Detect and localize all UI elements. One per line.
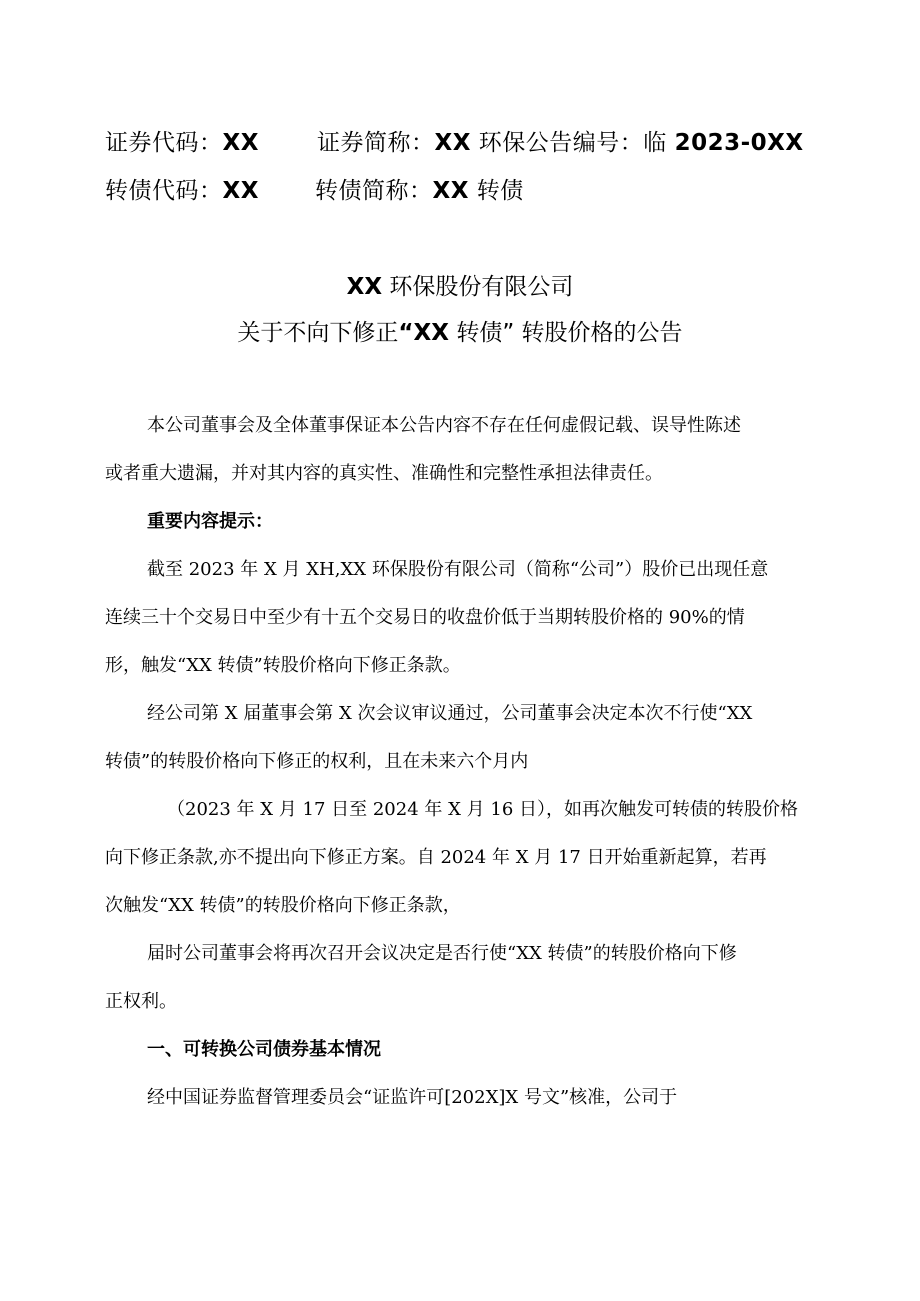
bond-code-value: XX <box>222 178 259 204</box>
bond-code-label: 转债代码： <box>105 178 223 204</box>
disclaimer-line-2: 或者重大遗漏，并对其内容的真实性、准确性和完整性承担法律责任。 <box>105 463 663 484</box>
bond-name-value: XX <box>432 178 469 204</box>
header-line-bond <box>105 176 524 206</box>
future-paragraph-line-2: 正权利。 <box>105 991 177 1012</box>
important-notice-heading: 重要内容提示： <box>147 511 273 532</box>
trigger-paragraph-line-3: 形，触发“XX 转债”转股价格向下修正条款。 <box>105 655 461 676</box>
decision-paragraph-line-2: 转债”的转股价格向下修正的权利，且在未来六个月内 <box>105 751 529 772</box>
securities-name-value: XX <box>434 130 471 156</box>
announcement-body <box>105 402 823 1122</box>
section-one-heading: 一、可转换公司债券基本情况 <box>147 1039 381 1060</box>
approval-paragraph-line-1: 经中国证券监督管理委员会“证监许可[202X]X 号文”核准，公司于 <box>147 1087 678 1108</box>
header-line-securities <box>105 128 804 158</box>
notice-number: 2023-0XX <box>674 130 804 156</box>
announcement-title-c: 转债” 转股价格的公告 <box>449 320 683 346</box>
securities-code-value: XX <box>222 130 259 156</box>
period-paragraph-line-3: 次触发“XX 转债”的转股价格向下修正条款， <box>105 895 461 916</box>
bond-name-suffix: 转债 <box>468 178 524 204</box>
disclaimer-line-1: 本公司董事会及全体董事保证本公告内容不存在任何虚假记载、误导性陈述 <box>147 415 741 436</box>
bond-name-label: 转债简称： <box>314 178 433 204</box>
trigger-paragraph-line-2: 连续三十个交易日中至少有十五个交易日的收盘价低于当期转股价格的 90%的情 <box>105 607 745 628</box>
decision-paragraph-line-1: 经公司第 X 届董事会第 X 次会议审议通过，公司董事会决定本次不行使“XX <box>147 703 753 724</box>
trigger-paragraph-line-1: 截至 2023 年 X 月 XH,XX 环保股份有限公司（简称“公司”）股价已出现任意 <box>147 559 769 580</box>
period-paragraph-line-2: 向下修正条款,亦不提出向下修正方案。自 2024 年 X 月 17 日开始重新起算，若再 <box>105 847 767 868</box>
future-paragraph-line-1: 届时公司董事会将再次召开会议决定是否行使“XX 转债”的转股价格向下修 <box>147 943 737 964</box>
securities-code-label: 证券代码： <box>105 130 223 156</box>
securities-name-suffix: 环保公告编号：临 <box>470 130 675 156</box>
company-title-prefix: XX <box>346 274 383 300</box>
company-title-rest: 环保股份有限公司 <box>382 274 574 300</box>
announcement-title-b: “XX <box>398 320 450 346</box>
period-paragraph-line-1: （2023 年 X 月 17 日至 2024 年 X 月 16 日），如再次触发可转债的转股价格 <box>167 799 798 820</box>
announcement-title <box>0 318 920 348</box>
announcement-title-a: 关于不向下修正 <box>237 320 399 346</box>
securities-name-label: 证券简称： <box>316 130 435 156</box>
company-title <box>0 272 920 302</box>
